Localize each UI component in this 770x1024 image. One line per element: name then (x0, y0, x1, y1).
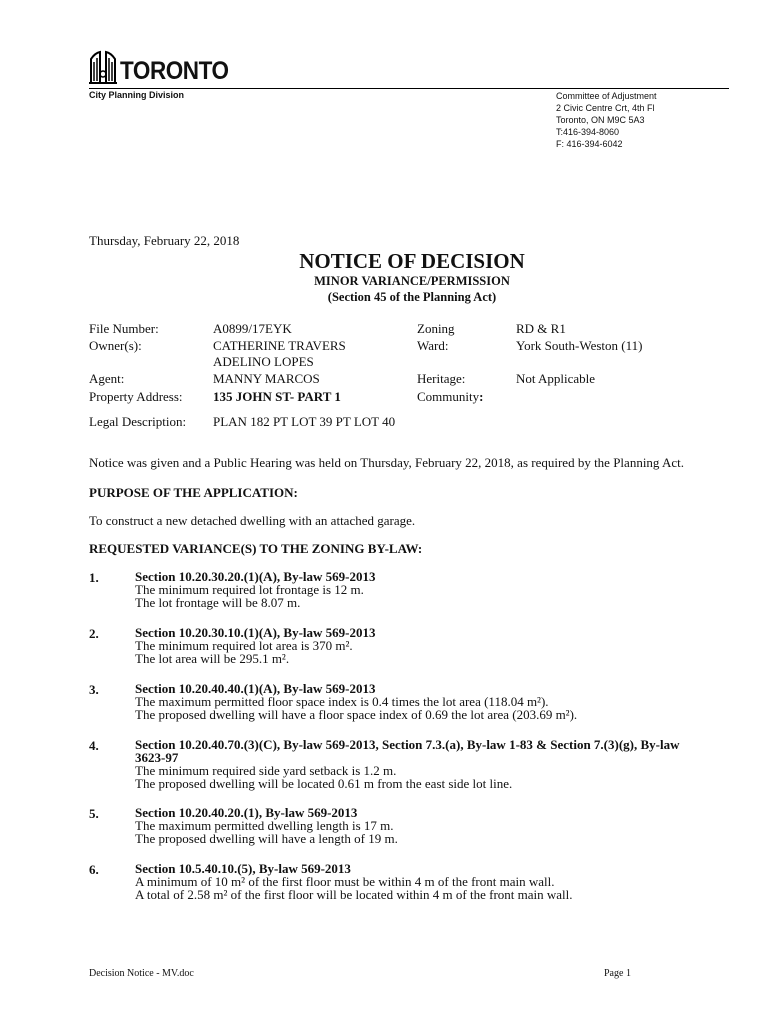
heritage-label: Heritage: (417, 371, 466, 386)
variance-section: Section 10.20.30.20.(1)(A), By-law 569-2013 (135, 569, 376, 584)
notice-statement: Notice was given and a Public Hearing was held on Thursday, February 22, 2018, as required by the Planning Act. (89, 455, 684, 470)
footer-filename: Decision Notice - MV.doc (89, 968, 194, 979)
zoning-label: Zoning (417, 321, 455, 336)
header-divider (89, 88, 729, 89)
notice-date: Thursday, February 22, 2018 (89, 233, 240, 248)
legal-description-value: PLAN 182 PT LOT 39 PT LOT 40 (213, 414, 396, 429)
variance-number: 4. (89, 738, 99, 753)
variance-section: Section 10.20.30.10.(1)(A), By-law 569-2013 (135, 625, 376, 640)
zoning-value: RD & R1 (516, 321, 566, 336)
variances-heading: REQUESTED VARIANCE(S) TO THE ZONING BY-LAW: (89, 541, 423, 556)
variance-requirement: The minimum required lot area is 370 m². (135, 638, 353, 653)
property-address-value: 135 JOHN ST- PART 1 (213, 389, 341, 404)
heritage-value: Not Applicable (516, 371, 596, 386)
office-name: Committee of Adjustment (556, 91, 657, 101)
community-label-colon: : (479, 389, 484, 404)
variance-proposed: The lot area will be 295.1 m². (135, 651, 290, 666)
variance-number: 6. (89, 862, 99, 877)
purpose-heading: PURPOSE OF THE APPLICATION: (89, 485, 298, 500)
variance-number: 5. (89, 806, 99, 821)
office-phone: T:416-394-8060 (556, 127, 620, 137)
office-address-line1: 2 Civic Centre Crt, 4th Fl (556, 103, 655, 113)
toronto-logo (89, 48, 241, 84)
file-number-label: File Number: (89, 321, 159, 336)
community-label (417, 389, 483, 405)
ward-value: York South-Weston (11) (516, 338, 643, 353)
file-number-value: A0899/17EYK (213, 321, 292, 336)
variance-proposed: The proposed dwelling will have a floor space index of 0.69 the lot area (203.69 m²). (135, 707, 578, 722)
variance-number: 2. (89, 626, 99, 641)
property-address-label: Property Address: (89, 389, 183, 404)
variance-section: Section 10.20.40.70.(3)(C), By-law 569-2013, Section 7.3.(a), By-law 1-83 & Section 7.(3)(g), By-law (135, 737, 680, 752)
division-name: City Planning Division (89, 90, 185, 100)
community-label-text: Community (417, 389, 480, 404)
variance-section-continued: 3623-97 (135, 750, 179, 765)
owner-1: CATHERINE TRAVERS (213, 338, 346, 353)
page-title: NOTICE OF DECISION (299, 249, 525, 273)
purpose-text: To construct a new detached dwelling with an attached garage. (89, 513, 416, 528)
footer-page-number: Page 1 (604, 968, 631, 979)
legal-description-label: Legal Description: (89, 414, 187, 429)
ward-label: Ward: (417, 338, 449, 353)
logo-text: TORONTO (120, 57, 229, 85)
variance-section: Section 10.20.40.20.(1), By-law 569-2013 (135, 805, 358, 820)
variance-requirement: The maximum permitted floor space index is 0.4 times the lot area (118.04 m²). (135, 694, 549, 709)
office-address-line2: Toronto, ON M9C 5A3 (556, 115, 645, 125)
owners-label: Owner(s): (89, 338, 142, 353)
variance-proposed: The proposed dwelling will be located 0.61 m from the east side lot line. (135, 776, 513, 791)
agent-value: MANNY MARCOS (213, 371, 320, 386)
variance-section: Section 10.20.40.40.(1)(A), By-law 569-2013 (135, 681, 376, 696)
variance-requirement: The maximum permitted dwelling length is 17 m. (135, 818, 394, 833)
variance-proposed: The proposed dwelling will have a length of 19 m. (135, 831, 398, 846)
city-hall-icon (89, 50, 117, 84)
variance-requirement: A minimum of 10 m² of the first floor must be within 4 m of the front main wall. (135, 874, 555, 889)
variance-proposed: The lot frontage will be 8.07 m. (135, 595, 301, 610)
variance-number: 1. (89, 570, 99, 585)
office-fax: F: 416-394-6042 (556, 139, 623, 149)
page-subtitle: MINOR VARIANCE/PERMISSION (314, 274, 510, 288)
owner-2: ADELINO LOPES (213, 354, 314, 369)
variance-number: 3. (89, 682, 99, 697)
variance-proposed: A total of 2.58 m² of the first floor will be located within 4 m of the front main wall. (135, 887, 573, 902)
page-subtitle-section: (Section 45 of the Planning Act) (327, 290, 497, 304)
variance-requirement: The minimum required side yard setback is 1.2 m. (135, 763, 397, 778)
office-address (556, 90, 657, 150)
variance-section: Section 10.5.40.10.(5), By-law 569-2013 (135, 861, 351, 876)
variance-requirement: The minimum required lot frontage is 12 m. (135, 582, 364, 597)
agent-label: Agent: (89, 371, 125, 386)
